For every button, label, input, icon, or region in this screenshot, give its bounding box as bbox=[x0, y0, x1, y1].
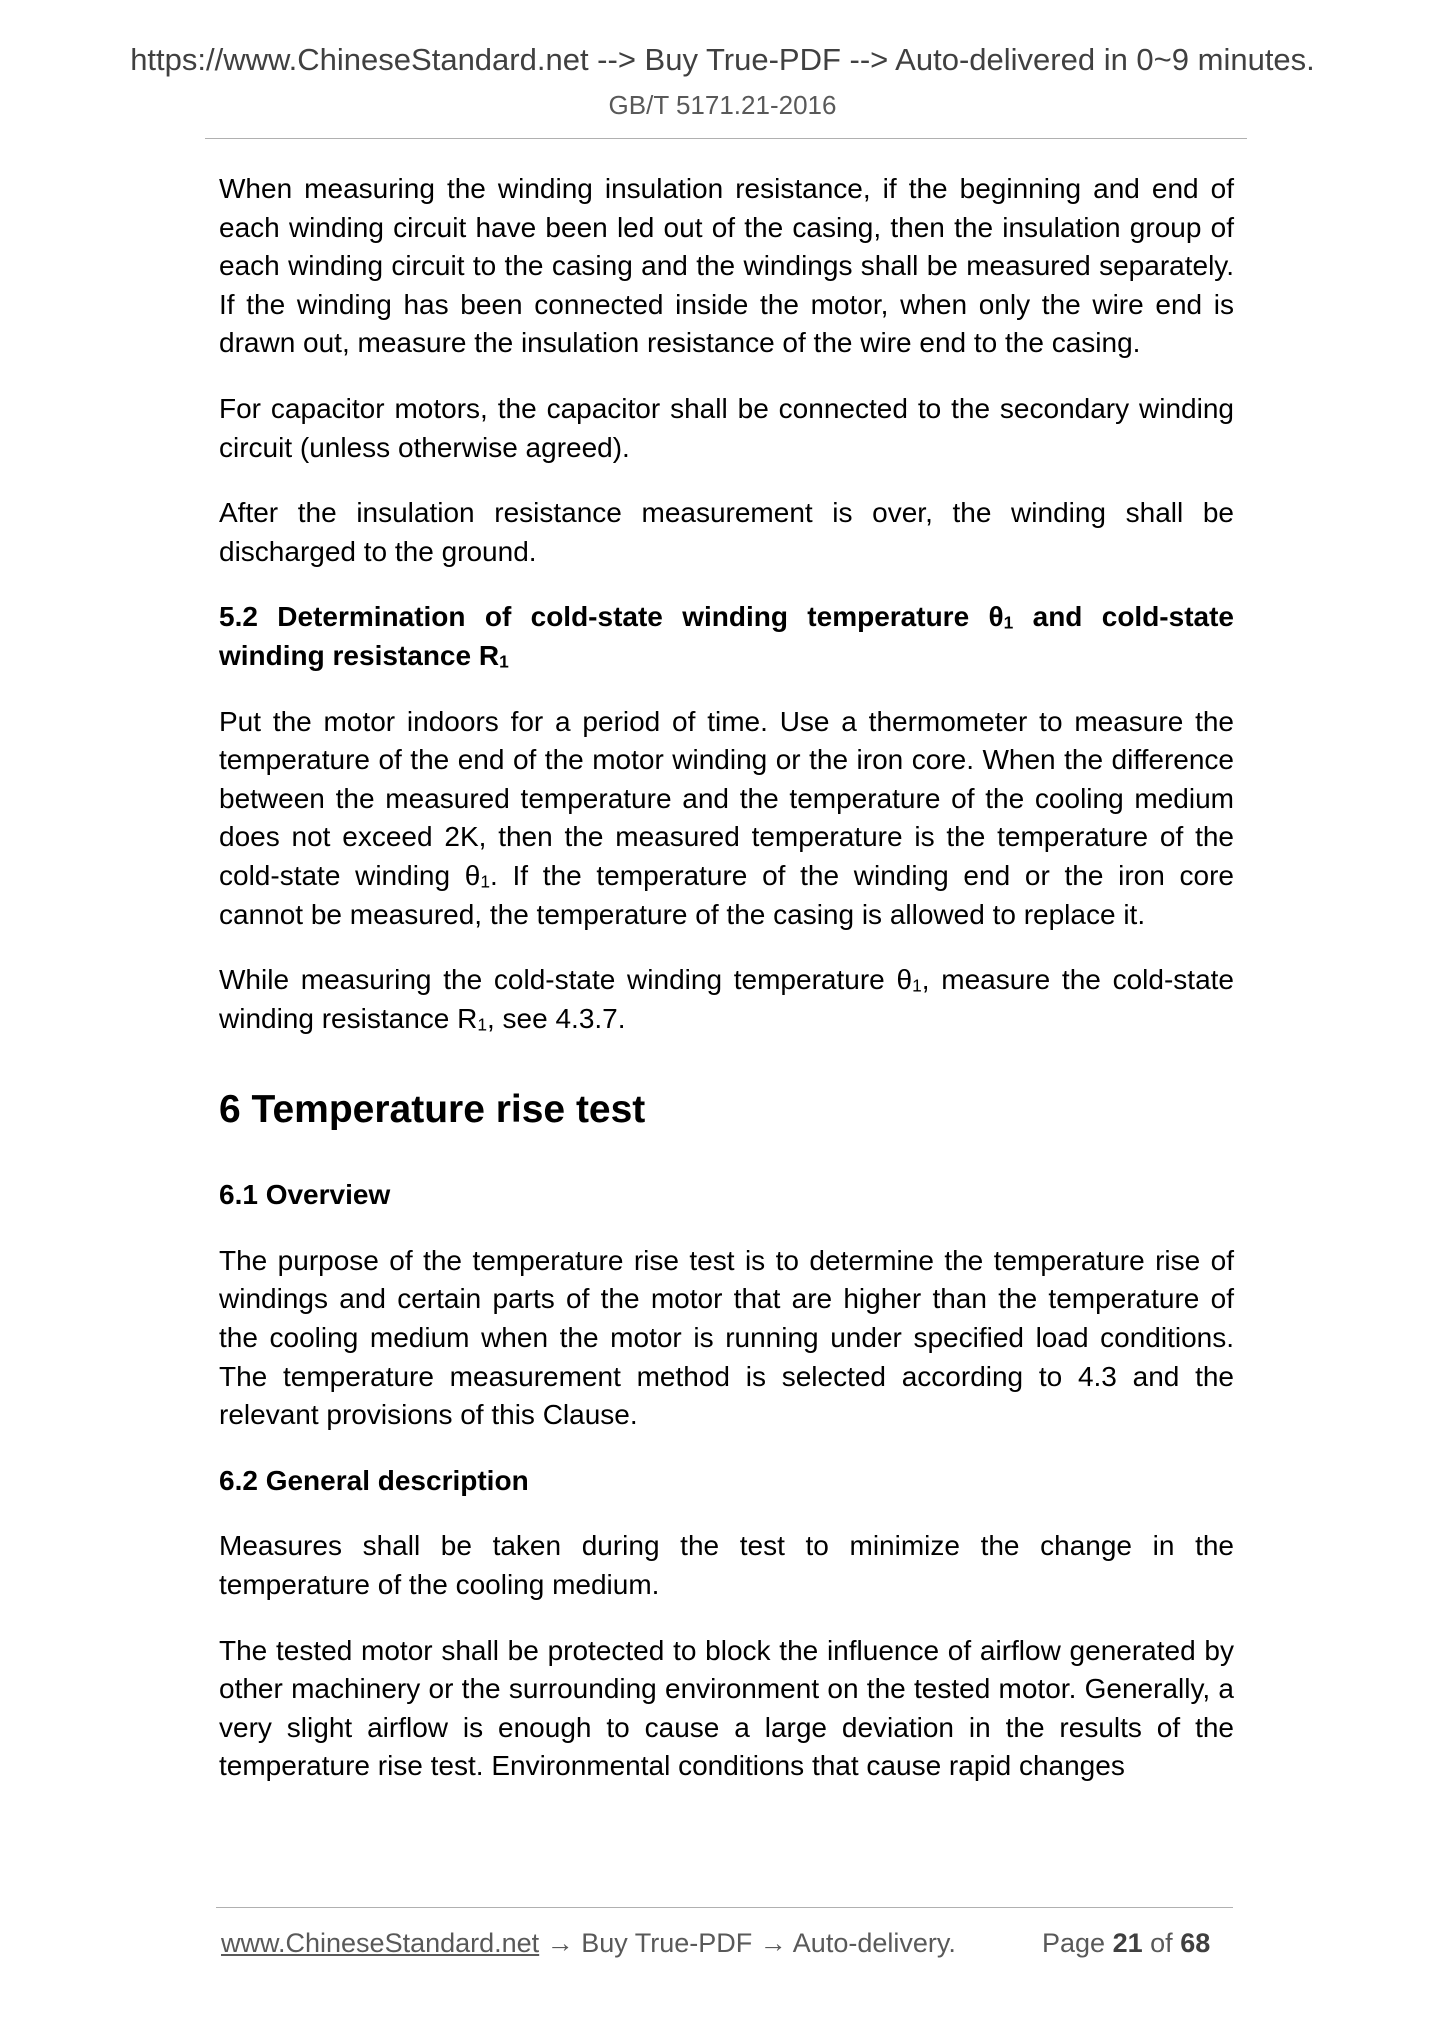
heading-text: 5.2 Determination of cold-state winding temperature θ bbox=[219, 601, 1004, 633]
arrow-icon: → bbox=[546, 1928, 574, 1958]
heading-text: and cold-state winding resistance R bbox=[219, 601, 1234, 671]
page-body bbox=[219, 170, 1234, 1813]
standard-code: GB/T 5171.21-2016 bbox=[608, 90, 837, 120]
total-pages: 68 bbox=[1180, 1928, 1211, 1958]
paragraph-capacitor-motors: For capacitor motors, the capacitor shall be connected to the secondary winding circuit (unless otherwise agreed). bbox=[219, 392, 1234, 463]
paragraph-discharge: After the insulation resistance measurement is over, the winding shall be discharged to the ground. bbox=[219, 497, 1234, 567]
text-run: , see 4.3.7. bbox=[487, 1002, 626, 1034]
section-heading-6-1: 6.1 Overview bbox=[219, 1179, 391, 1211]
section-heading-6-2: 6.2 General description bbox=[219, 1464, 529, 1496]
paragraph-cold-state-resistance bbox=[219, 961, 1234, 1038]
footer-promo bbox=[221, 1923, 956, 1963]
paragraph-cooling-medium: Measures shall be taken during the test to minimize the change in the temperature of the cooling medium. bbox=[219, 1530, 1234, 1601]
current-page: 21 bbox=[1112, 1928, 1143, 1958]
paragraph-overview: The purpose of the temperature rise test is to determine the temperature rise of windings and certain parts of the motor that are higher than the temperature of the cooling medium when the motor is running under specified load conditions. The temperature measurement method is selected according to 4.3 and the relevant provisions of this Clause. bbox=[219, 1244, 1234, 1431]
paragraph-insulation-measurement: When measuring the winding insulation resistance, if the beginning and end of each winding circuit have been led out of the casing, then the insulation group of each winding circuit to the casing and the windings shall be measured separately. If the winding has been connected inside the motor, when only the wire end is drawn out, measure the insulation resistance of the wire end to the casing. bbox=[219, 173, 1234, 359]
subscript: 1 bbox=[499, 651, 509, 672]
text-run: . If the temperature of the winding end or the iron core cannot be measured, the temperature of the casing is allowed to replace it. bbox=[219, 859, 1234, 930]
arrow-icon: → bbox=[759, 1928, 787, 1958]
text-run: Put the motor indoors for a period of time. Use a thermometer to measure the temperature of the end of the motor winding or the iron core. When the difference between the measured temperature and the temperature of the cooling medium does not exceed 2K, then the measured temperature is the temperature of the cold-state winding θ bbox=[219, 705, 1234, 891]
page-footer bbox=[221, 1923, 1236, 1963]
footer-divider bbox=[216, 1907, 1233, 1908]
footer-buy-text: Buy True-PDF bbox=[581, 1928, 753, 1958]
subscript: 1 bbox=[480, 871, 490, 892]
top-banner: https://www.ChineseStandard.net --> Buy True-PDF --> Auto-delivered in 0~9 minutes. bbox=[130, 42, 1315, 77]
chapter-heading-6: 6 Temperature rise test bbox=[219, 1088, 646, 1132]
page-number bbox=[1042, 1923, 1210, 1963]
subscript: 1 bbox=[1003, 612, 1014, 633]
footer-auto-text: Auto-delivery. bbox=[792, 1928, 956, 1958]
page-label: Page bbox=[1042, 1928, 1106, 1958]
paragraph-cold-state-temperature bbox=[219, 703, 1234, 935]
subscript: 1 bbox=[477, 1014, 487, 1035]
text-run: , measure the cold-state winding resistance R bbox=[219, 964, 1235, 1034]
section-heading-5-2 bbox=[219, 598, 1234, 675]
paragraph-airflow: The tested motor shall be protected to block the influence of airflow generated by other machinery or the surrounding environment on the tested motor. Generally, a very slight airflow is enough to cause a large deviation in the results of the temperature rise test. Environmental conditions that cause rapid changes bbox=[219, 1634, 1234, 1782]
header-divider bbox=[205, 138, 1247, 139]
chinesestandard-link[interactable]: www.ChineseStandard.net bbox=[221, 1928, 540, 1958]
subscript: 1 bbox=[912, 975, 922, 996]
of-label: of bbox=[1150, 1928, 1173, 1958]
text-run: While measuring the cold-state winding temperature θ bbox=[219, 964, 913, 996]
